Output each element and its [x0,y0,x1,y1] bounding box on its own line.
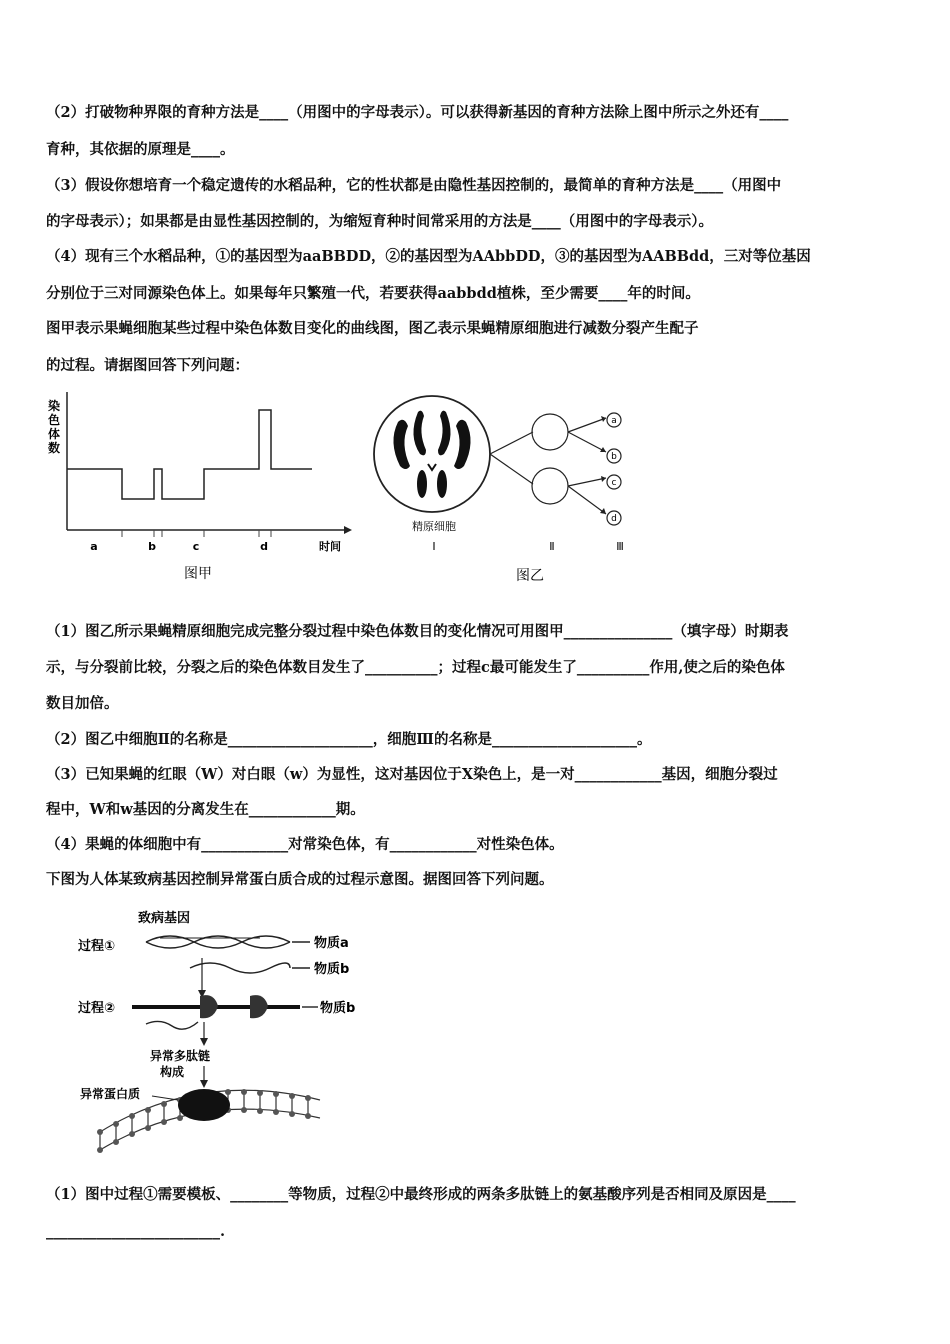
q8-line-3: （3）假设你想培育一个稳定遗传的水稻品种，它的性状都是由隐性基因控制的，最简单的育种方法是____（用图中 [46,177,782,194]
tick-label-d: d [260,540,268,553]
q9-sub3-line-2: 程中，W和w基因的分离发生在____________期。 [46,801,365,818]
figure-yi [368,380,638,590]
protein-label: 异常蛋白质 [80,1087,141,1101]
q9-sub4-line: （4）果蝇的体细胞中有____________对常染色体，有____________对性染色体。 [46,836,564,853]
cell-label: 精原细胞 [412,520,456,533]
q10-sub1-line-2: ________________________. [46,1223,226,1240]
spermatogonium-cell [374,396,490,512]
q9-sub1-line-2: 示，与分裂前比较，分裂之后的染色体数目发生了__________；过程c最可能发生了__________作用,使之后的染色体 [46,659,785,676]
q8-line-4: 的字母表示）；如果都是由显性基因控制的，为缩短育种时间常采用的方法是____（用图中的字母表示）。 [46,213,713,230]
ylabel-char: 数 [48,441,61,455]
caption-jia: 图甲 [184,566,212,582]
q9-sub1-line-1: （1）图乙所示果蝇精原细胞完成完整分裂过程中染色体数目的变化情况可用图甲_______________（填字母）时期表 [46,623,789,640]
q10-sub1-line-1: （1）图中过程①需要模板、________等物质，过程②中最终形成的两条多肽链上的氨基酸序列是否相同及原因是____ [46,1186,796,1203]
gamete-label: d [611,514,617,524]
process2-label: 过程② [78,1001,116,1016]
cell-II-bottom [532,468,568,504]
q8-line-1: （2）打破物种界限的育种方法是____（用图中的字母表示）。可以获得新基因的育种方法除上图中所示之外还有____ [46,104,789,121]
mrna-strand [190,963,290,973]
x-axis-label: 时间 [319,540,341,553]
ribosome-2 [250,995,268,1018]
q10-line-1: 下图为人体某致病基因控制异常蛋白质合成的过程示意图。据图回答下列问题。 [46,871,554,888]
stage-III: Ⅲ [616,540,624,553]
q9-line-1: 图甲表示果蝇细胞某些过程中染色体数目变化的曲线图，图乙表示果蝇精原细胞进行减数分裂产生配子 [46,320,699,337]
q9-sub1-line-3: 数目加倍。 [46,695,119,712]
ylabel-char: 体 [48,427,61,441]
figure-q10 [60,900,380,1170]
tick-label-a: a [90,540,98,553]
process1-label: 过程① [78,939,116,954]
cell-II-top [532,414,568,450]
q9-line-2: 的过程。请据图回答下列问题： [46,357,249,374]
q8-line-2: 育种，其依据的原理是____。 [46,141,235,158]
tick-marks [122,530,271,537]
fig-jia-ylabel [47,398,60,455]
substance-b2-label: 物质b [320,1001,356,1016]
x-axis-arrow [344,526,352,534]
ribosome-1 [200,995,218,1018]
ylabel-char: 染 [48,399,61,413]
stage-II: Ⅱ [549,540,555,553]
q8-line-6: 分别位于三对同源染色体上。如果每年只繁殖一代，若要获得aabbdd植株，至少需要____年的时间。 [46,285,700,302]
gamete-label: c [611,478,617,488]
stage-I: Ⅰ [432,540,436,553]
gene-label: 致病基因 [138,911,191,926]
gamete-label: b [611,452,617,462]
substance-a-label: 物质a [314,936,349,951]
abnormal-protein-shape [178,1089,230,1121]
gamete-label: a [611,416,617,426]
ylabel-char: 色 [48,413,61,427]
tick-label-c: c [192,540,200,553]
polypeptide-chain [146,1021,198,1029]
substance-b-label: 物质b [314,962,350,977]
chromosome-curve [67,410,312,499]
q8-line-5: （4）现有三个水稻品种，①的基因型为aaBBDD，②的基因型为AAbbDD，③的基因型为AABBdd，三对等位基因 [46,248,811,265]
dna-helix [146,936,290,948]
q9-sub3-line-1: （3）已知果蝇的红眼（W）对白眼（w）为显性，这对基因位于X染色上，是一对____________基因，细胞分裂过 [46,766,778,783]
form-label: 构成 [160,1065,185,1079]
figure-jia [44,380,354,590]
caption-yi: 图乙 [516,568,544,584]
q9-sub2-line: （2）图乙中细胞Ⅱ的名称是____________________，细胞Ⅲ的名称是____________________。 [46,731,652,748]
peptide-label: 异常多肽链 [150,1049,211,1063]
tick-label-b: b [148,540,156,553]
